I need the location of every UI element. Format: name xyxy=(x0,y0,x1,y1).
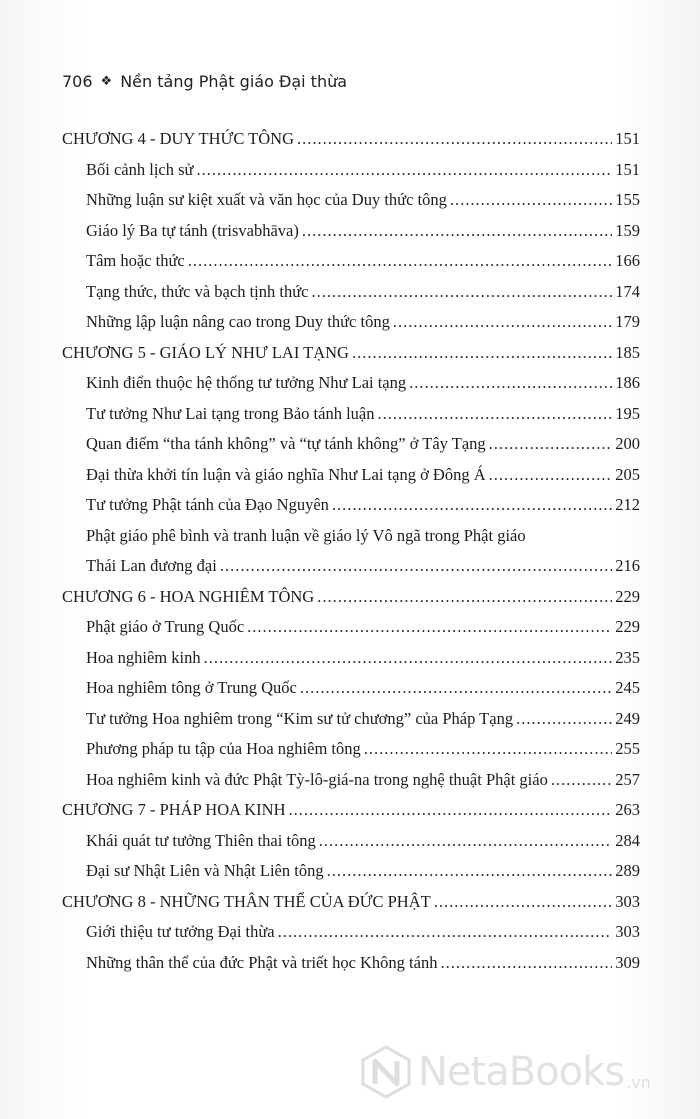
toc-leader-dots xyxy=(220,551,612,582)
toc-entry-title: Thái Lan đương đại xyxy=(86,556,217,575)
toc-section-row xyxy=(62,155,640,186)
toc-leader-dots xyxy=(278,917,613,948)
toc-entry-title: CHƯƠNG 7 - PHÁP HOA KINH xyxy=(62,800,286,819)
toc-page-number: 309 xyxy=(615,952,640,972)
toc-entry-title: Những thân thể của đức Phật và triết học Không tánh xyxy=(86,952,438,972)
toc-section-row xyxy=(62,704,640,735)
toc-section-row xyxy=(62,429,640,460)
toc-leader-dots xyxy=(352,338,612,369)
toc-entry-title: Kinh điển thuộc hệ thống tư tưởng Như Lai tạng xyxy=(86,373,407,392)
toc-entry-title: Phương pháp tu tập của Hoa nghiêm tông xyxy=(86,739,361,758)
toc-leader-dots xyxy=(489,429,613,460)
toc-leader-dots xyxy=(409,368,612,399)
toc-leader-dots xyxy=(551,765,612,796)
toc-section-row xyxy=(62,521,640,552)
toc-entry-title: Hoa nghiêm kinh xyxy=(86,647,201,667)
toc-section-row xyxy=(62,917,640,948)
toc-leader-dots xyxy=(311,277,612,308)
toc-section-row xyxy=(62,673,640,704)
toc-page-number: 205 xyxy=(615,464,640,484)
toc-page-number: 151 xyxy=(615,129,640,148)
toc-page-number: 159 xyxy=(615,220,640,240)
toc-page-number: 249 xyxy=(615,708,640,728)
toc-page-number: 284 xyxy=(615,830,640,850)
toc-entry-title: Giới thiệu tư tưởng Đại thừa xyxy=(86,922,275,941)
page-number: 706 xyxy=(62,72,93,91)
toc-chapter-row xyxy=(62,887,640,918)
watermark xyxy=(360,1044,651,1100)
toc-entry-title: Quan điểm “tha tánh không” và “tự tánh không” ở Tây Tạng xyxy=(86,434,486,453)
toc-leader-dots xyxy=(332,490,612,521)
toc-leader-dots xyxy=(317,582,612,613)
toc-page-number: 195 xyxy=(615,403,640,423)
running-header xyxy=(62,72,347,91)
toc-leader-dots xyxy=(188,246,613,277)
toc-page-number: 179 xyxy=(615,312,640,331)
toc-entry-title: Đại thừa khởi tín luận và giáo nghĩa Như Lai tạng ở Đông Á xyxy=(86,464,486,484)
toc-page-number: 212 xyxy=(615,495,640,514)
toc-entry-title: Những luận sư kiệt xuất và văn học của Duy thức tông xyxy=(86,190,447,209)
toc-entry-title: Tư tưởng Phật tánh của Đạo Nguyên xyxy=(86,495,329,514)
toc-section-row xyxy=(62,307,640,338)
toc-entry-title: CHƯƠNG 6 - HOA NGHIÊM TÔNG xyxy=(62,586,315,606)
toc-section-row xyxy=(62,643,640,674)
toc-leader-dots xyxy=(327,856,613,887)
toc-leader-dots xyxy=(378,399,613,430)
watermark-suffix: .vn xyxy=(626,1073,651,1092)
toc-chapter-row xyxy=(62,338,640,369)
toc-leader-dots xyxy=(440,948,612,979)
toc-page-number: 257 xyxy=(615,769,640,789)
toc-entry-title: Phật giáo phê bình và tranh luận về giáo lý Vô ngã trong Phật giáo xyxy=(86,525,526,545)
toc-leader-dots xyxy=(300,673,612,704)
toc-entry-title: Những lập luận nâng cao trong Duy thức tông xyxy=(86,312,390,331)
toc-page-number: 263 xyxy=(615,800,640,819)
toc-leader-dots xyxy=(489,460,613,491)
toc-page-number: 303 xyxy=(615,922,640,941)
toc-page-number: 245 xyxy=(615,678,640,697)
toc-leader-dots xyxy=(434,887,613,918)
toc-entry-title: Giáo lý Ba tự tánh (trisvabhāva) xyxy=(86,220,299,240)
toc-page-number: 255 xyxy=(615,739,640,758)
toc-entry-title: Tạng thức, thức và bạch tịnh thức xyxy=(86,281,309,301)
toc-section-row xyxy=(62,856,640,887)
toc-chapter-row xyxy=(62,795,640,826)
toc-leader-dots xyxy=(204,643,613,674)
netabooks-hexagon-logo-icon xyxy=(360,1044,412,1100)
toc-leader-dots xyxy=(196,155,612,186)
toc-section-row xyxy=(62,185,640,216)
toc-entry-title: Khái quát tư tưởng Thiên thai tông xyxy=(86,830,316,850)
toc-section-row xyxy=(62,826,640,857)
toc-section-row xyxy=(62,734,640,765)
toc-page-number: 229 xyxy=(615,586,640,606)
toc-section-row xyxy=(62,246,640,277)
toc-page-number: 166 xyxy=(615,251,640,270)
toc-chapter-row xyxy=(62,124,640,155)
toc-leader-dots xyxy=(289,795,613,826)
toc-page-number: 185 xyxy=(615,342,640,362)
toc-leader-dots xyxy=(297,124,612,155)
toc-page-number: 186 xyxy=(615,373,640,392)
toc-section-row xyxy=(62,948,640,979)
toc-entry-title: Bối cảnh lịch sử xyxy=(86,159,194,179)
toc-section-row xyxy=(62,399,640,430)
toc-page-number: 216 xyxy=(615,556,640,575)
toc-leader-dots xyxy=(319,826,612,857)
toc-section-row xyxy=(62,216,640,247)
toc-page-number: 174 xyxy=(615,281,640,301)
toc-page-number: 229 xyxy=(615,617,640,636)
toc-page-number: 155 xyxy=(615,190,640,209)
toc-section-row xyxy=(62,460,640,491)
toc-leader-dots xyxy=(516,704,612,735)
toc-section-row xyxy=(62,765,640,796)
toc-leader-dots xyxy=(393,307,612,338)
toc-section-row xyxy=(62,490,640,521)
toc-entry-title: Tư tưởng Hoa nghiêm trong “Kim sư tử chương” của Pháp Tạng xyxy=(86,708,514,728)
toc-chapter-row xyxy=(62,582,640,613)
toc-entry-title: Tư tưởng Như Lai tạng trong Bảo tánh luận xyxy=(86,403,375,423)
toc-page-number: 235 xyxy=(615,647,640,667)
toc-section-row xyxy=(62,277,640,308)
toc-entry-title: Hoa nghiêm kinh và đức Phật Tỳ-lô-giá-na trong nghệ thuật Phật giáo xyxy=(86,769,548,789)
toc-section-row xyxy=(62,551,640,582)
toc-page-number: 289 xyxy=(615,861,640,880)
toc-section-row xyxy=(62,368,640,399)
toc-leader-dots xyxy=(302,216,612,247)
watermark-brand: NetaBooks xyxy=(418,1049,625,1095)
separator-ornament: ❖ xyxy=(100,74,113,89)
toc-entry-title: CHƯƠNG 8 - NHỮNG THÂN THỂ CỦA ĐỨC PHẬT xyxy=(62,891,431,911)
toc-entry-title: Tâm hoặc thức xyxy=(86,251,185,270)
table-of-contents xyxy=(62,124,640,978)
toc-entry-title: Phật giáo ở Trung Quốc xyxy=(86,617,245,636)
toc-section-row xyxy=(62,612,640,643)
toc-leader-dots xyxy=(364,734,613,765)
toc-entry-title: Đại sư Nhật Liên và Nhật Liên tông xyxy=(86,861,324,880)
toc-entry-title: CHƯƠNG 5 - GIÁO LÝ NHƯ LAI TẠNG xyxy=(62,342,349,362)
toc-page-number: 200 xyxy=(615,434,640,453)
toc-page-number: 303 xyxy=(615,891,640,911)
book-title: Nền tảng Phật giáo Đại thừa xyxy=(120,72,348,91)
toc-leader-dots xyxy=(450,185,612,216)
toc-entry-title: Hoa nghiêm tông ở Trung Quốc xyxy=(86,678,297,697)
toc-leader-dots xyxy=(247,612,612,643)
toc-entry-title: CHƯƠNG 4 - DUY THỨC TÔNG xyxy=(62,129,295,148)
toc-page-number: 151 xyxy=(615,159,640,179)
